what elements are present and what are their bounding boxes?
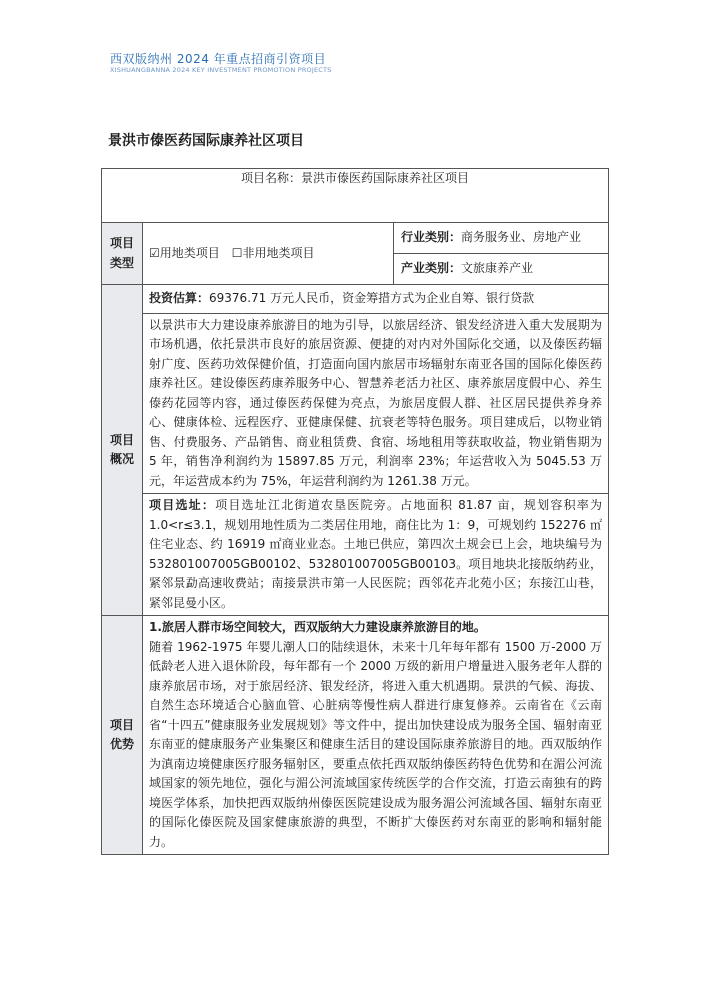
site-selection: [143, 493, 608, 615]
type-label-line2: 类型: [109, 255, 134, 270]
header-title-en: XISHUANGBANNA 2024 KEY INVESTMENT PROMOTION PROJECTS: [110, 66, 332, 74]
overview-label-line1: 项目: [109, 432, 134, 447]
site-label: 项目选址：: [149, 498, 216, 512]
advantage-content: [143, 616, 609, 855]
advantage-heading: 1.旅居人群市场空间较大，西双版纳大力建设康养旅游目的地。: [149, 620, 486, 634]
project-table: [101, 168, 609, 855]
investment-value: 69376.71 万元人民币，资金筹措方式为企业自筹、银行贷款: [209, 291, 535, 305]
project-name: 项目名称：景洪市傣医药国际康养社区项目: [102, 169, 609, 223]
industry-label: 行业类别：: [401, 230, 462, 245]
land-type-options: ☑用地类项目 ☐非用地类项目: [143, 223, 394, 285]
overview-label: [102, 285, 143, 616]
type-label: [102, 223, 143, 285]
site-value: 项目选址江北街道农垦医院旁。占地面积 81.87 亩，规划容积率为 1.0<r≤3.1，规划用地性质为二类居住用地，商住比为 1：9，可规划约 152276 ㎡住宅业态、约 16919 ㎡商业业态。土地已供应，第四次土规会已上会，地块编号为 532801007005GB00102、532801007005GB00103。项目地块北接版纳药业，紧邻景勐高速收费站；南接景洪市第一人民医院；西邻花卉北苑小区；东接江山巷，紧邻昆曼小区。: [149, 498, 603, 610]
investment-label: 投资估算：: [149, 291, 210, 305]
overview-content: [143, 285, 609, 616]
overview-row: [102, 285, 609, 616]
overview-text: 以景洪市大力建设康养旅游目的地为引导，以旅居经济、银发经济进入重大发展期为市场机遇，依托景洪市良好的旅居资源、便捷的对内对外国际化交通，以及傣医药辐射广度、医药功效保健价值，打造面向国内旅居市场辐射东南亚各国的国际化傣医药康养社区。建设傣医药康养服务中心、智慧养老活力社区、康养旅居度假中心、养生傣药花园等内容，通过傣医药保健为亮点，为旅居度假人群、社区居民提供养身养心、健康体检、远程医疗、亚健康保健、抗衰老等特色服务。项目建成后，以物业销售、付费服务、产品销售、商业租赁费、食宿、场地租用等获取收益，物业销售期为 5 年，销售净利润约为 15897.85 万元，利润率 23%；年运营收入为 5045.53 万元，年运营成本约为 75%，年运营利润约为 1261.38 万元。: [143, 313, 608, 494]
advantage-row: [102, 616, 609, 855]
industry-category: [394, 223, 609, 254]
advantage-label-line1: 项目: [109, 717, 134, 732]
industry-value: 商务服务业、房地产业: [461, 230, 582, 245]
header-title-cn: 西双版纳州 2024 年重点招商引资项目: [110, 52, 327, 66]
investment-estimate: [143, 285, 608, 313]
sector-category: [394, 254, 609, 285]
document-title: 景洪市傣医药国际康养社区项目: [108, 133, 304, 149]
advantage-label: [102, 616, 143, 855]
overview-label-line2: 概况: [109, 452, 134, 466]
sector-label: 产业类别：: [401, 261, 462, 276]
page-header: [110, 52, 332, 75]
advantage-text: 随着 1962-1975 年婴儿潮人口的陆续退休，未来十几年每年都有 1500 万-2000 万低龄老人进入退休阶段，每年都有一个 2000 万级的新用户增量进入服务老年人群的康养旅居市场，对于旅居经济、银发经济，将进入重大机遇期。景洪的气候、海拔、自然生态环境适合心脑血管、心脏病等慢性病人群进行康复修养。云南省在《云南省“十四五”健康服务业发展规划》等文件中，提出加快建设成为服务全国、辐射南亚东南亚的健康服务产业集聚区和健康生活目的建设国际康养旅游目的地。西双版纳作为滇南边境健康医疗服务辐射区，要重点依托西双版纳傣医药特色优势和在湄公河流域国家的领先地位，强化与湄公河流域国家传统医学的合作交流，打造云南独有的跨境医学体系，加快把西双版纳州傣医医院建设成为服务湄公河流域各国、辐射东南亚的国际化傣医院及国家健康旅游的典型，不断扩大傣医药对东南亚的影响和辐射能力。: [149, 639, 603, 849]
sector-value: 文旅康养产业: [461, 261, 534, 276]
project-name-row: [102, 169, 609, 223]
advantage-label-line2: 优势: [109, 737, 134, 751]
type-label-line1: 项目: [109, 236, 134, 250]
project-type-row: [102, 223, 609, 254]
